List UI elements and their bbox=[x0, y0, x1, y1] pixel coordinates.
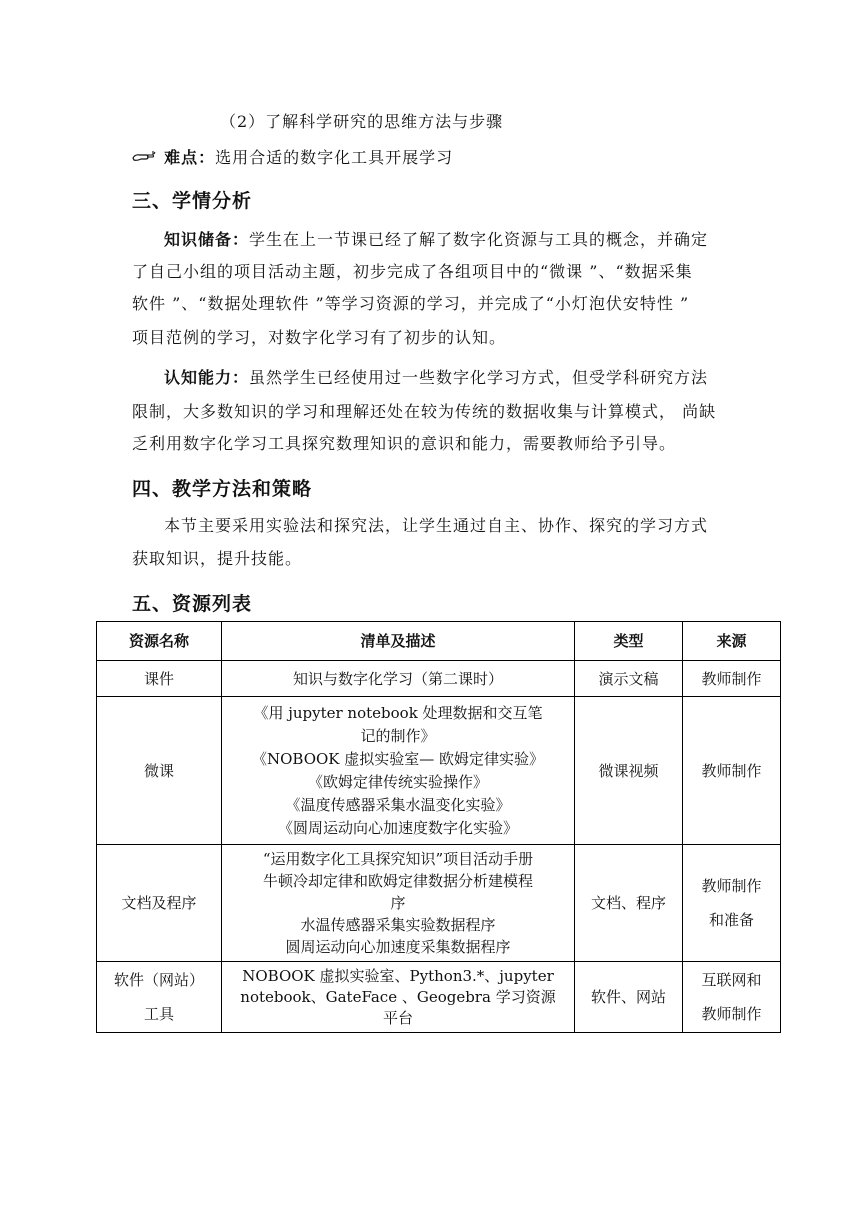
difficulty-line bbox=[132, 147, 453, 169]
section3-p2-line2: 限制，大多数知识的学习和理解还处在较为传统的数据收集与计算模式， 尚缺 bbox=[132, 402, 717, 421]
row-source: 教师制作 bbox=[683, 697, 781, 845]
row-description: “运用数字化工具探究知识”项目活动手册 牛顿冷却定律和欧姆定律数据分析建模程 序 水温传感器采集实验数据程序 圆周运动向心加速度采集数据程序 bbox=[222, 845, 575, 962]
table-row bbox=[97, 962, 781, 1033]
row-type: 文档、程序 bbox=[575, 845, 683, 962]
section5-title: 五、资源列表 bbox=[132, 593, 253, 615]
difficulty-label: 难点： bbox=[164, 148, 216, 167]
row-type: 微课视频 bbox=[575, 697, 683, 845]
section3-p1-line2: 了自己小组的项目活动主题，初步完成了各组项目中的“微课 ”、“数据采集 bbox=[132, 262, 693, 281]
difficulty-text: 选用合适的数字化工具开展学习 bbox=[215, 148, 454, 167]
row-description: 知识与数字化学习（第二课时） bbox=[222, 661, 575, 697]
table-header-row bbox=[97, 622, 781, 661]
row-type: 软件、网站 bbox=[575, 962, 683, 1033]
row-name: 软件（网站） 工具 bbox=[97, 962, 222, 1033]
section4-line1: 本节主要采用实验法和探究法，让学生通过自主、协作、探究的学习方式 bbox=[164, 516, 709, 535]
section3-p1-line4: 项目范例的学习，对数字化学习有了初步的认知。 bbox=[132, 328, 507, 347]
resource-table bbox=[96, 621, 781, 1033]
row-source: 互联网和 教师制作 bbox=[683, 962, 781, 1033]
cognitive-label: 认知能力： bbox=[164, 368, 250, 387]
header-resource-name: 资源名称 bbox=[97, 622, 222, 661]
row-description: NOBOOK 虚拟实验室、Python3.*、jupyter notebook、GateFace 、Geogebra 学习资源 平台 bbox=[222, 962, 575, 1033]
row-source: 教师制作 和准备 bbox=[683, 845, 781, 962]
row-name: 微课 bbox=[97, 697, 222, 845]
section4-line2: 获取知识，提升技能。 bbox=[132, 549, 303, 568]
section3-p2-line1: 认知能力：虽然学生已经使用过一些数字化学习方式，但受学科研究方法 bbox=[164, 368, 709, 387]
knowledge-label: 知识储备： bbox=[164, 230, 250, 249]
section4-title: 四、教学方法和策略 bbox=[132, 478, 313, 500]
row-name: 课件 bbox=[97, 661, 222, 697]
section3-p1-line3: 软件 ”、“数据处理软件 ”等学习资源的学习，并完成了“小灯泡伏安特性 ” bbox=[132, 294, 690, 313]
table-row bbox=[97, 661, 781, 697]
objective-line: （2）了解科学研究的思维方法与步骤 bbox=[220, 112, 504, 131]
row-name: 文档及程序 bbox=[97, 845, 222, 962]
header-type: 类型 bbox=[575, 622, 683, 661]
row-source: 教师制作 bbox=[683, 661, 781, 697]
row-type: 演示文稿 bbox=[575, 661, 683, 697]
header-source: 来源 bbox=[683, 622, 781, 661]
section3-title: 三、学情分析 bbox=[132, 190, 253, 212]
row-description: 《用 jupyter notebook 处理数据和交互笔 记的制作》 《NOBOOK 虚拟实验室— 欧姆定律实验》 《欧姆定律传统实验操作》 《温度传感器采集水温变化实验》 《圆周运动向心加速度数字化实验》 bbox=[222, 697, 575, 845]
section3-p2-line3: 乏利用数字化学习工具探究数理知识的意识和能力，需要教师给予引导。 bbox=[132, 434, 677, 453]
table-row bbox=[97, 845, 781, 962]
section3-p1-line1: 知识储备：学生在上一节课已经了解了数字化资源与工具的概念，并确定 bbox=[164, 230, 709, 249]
header-description: 清单及描述 bbox=[222, 622, 575, 661]
table-row bbox=[97, 697, 781, 845]
pointing-hand-icon bbox=[132, 147, 158, 161]
